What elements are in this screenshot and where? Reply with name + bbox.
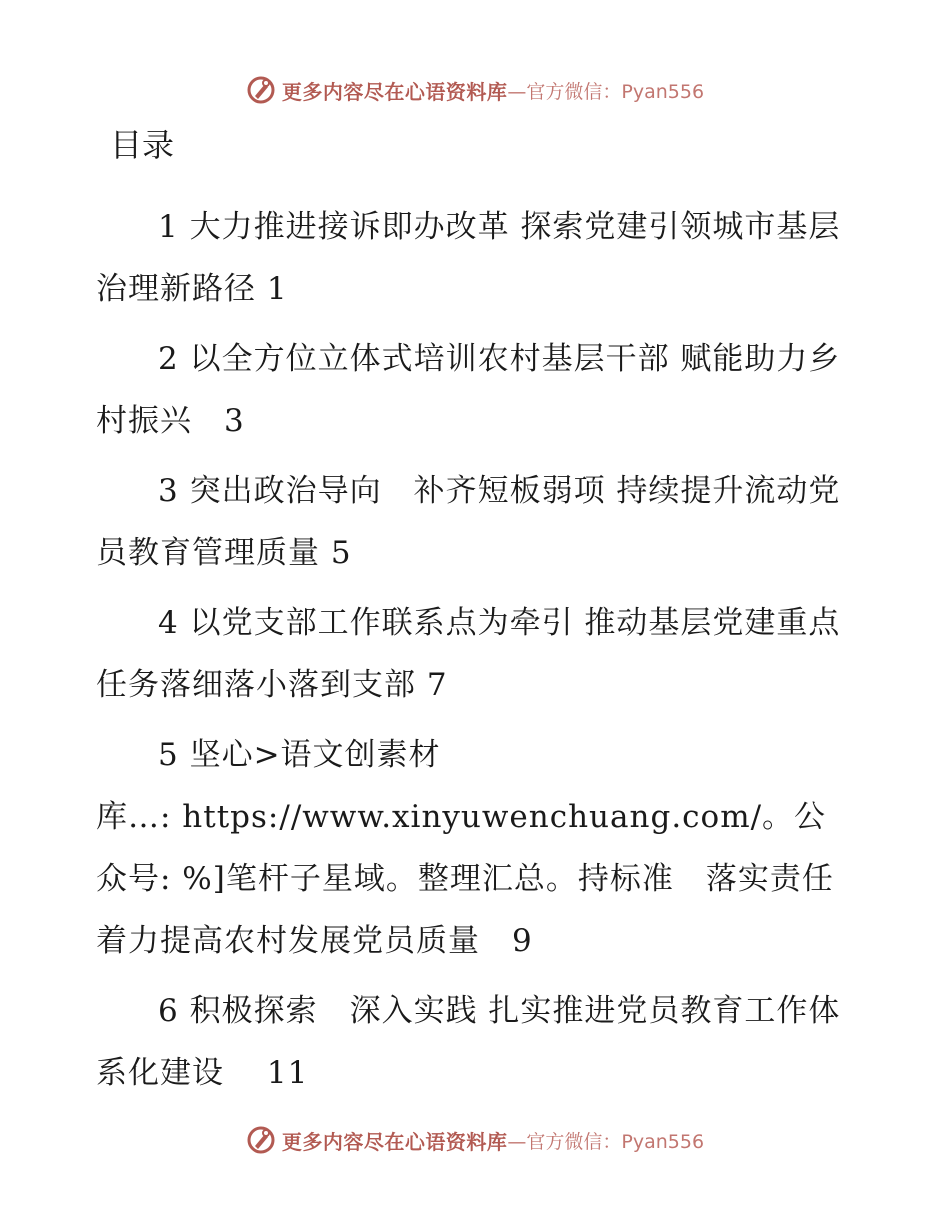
pen-circle-icon xyxy=(246,1125,276,1155)
watermark-banner-bottom xyxy=(0,1120,950,1160)
toc-entry: 2 以全方位立体式培训农村基层干部 赋能助力乡村振兴 3 xyxy=(96,341,841,439)
pen-circle-icon xyxy=(246,75,276,105)
toc-title: 目录 xyxy=(110,126,175,164)
watermark-banner-top xyxy=(0,70,950,110)
watermark-contact-text: —官方微信：Pyan556 xyxy=(507,80,705,103)
watermark-brand-text: 更多内容尽在心语资料库 xyxy=(281,79,508,104)
toc-entry: 5 坚心>语文创素材 xyxy=(158,737,441,773)
watermark-contact-text: —官方微信：Pyan556 xyxy=(507,1130,705,1153)
toc-entry: 库…: https://www.xinyuwenchuang.com/。公众号: %]笔杆子星域。整理汇总。持标准 落实责任 着力提高农村发展党员质量 9 xyxy=(96,799,834,959)
watermark-brand-text: 更多内容尽在心语资料库 xyxy=(281,1129,508,1154)
toc-entry: 1 大力推进接诉即办改革 探索党建引领城市基层治理新路径 1 xyxy=(96,209,841,307)
toc-entry: 6 积极探索 深入实践 扎实推进党员教育工作体系化建设 11 xyxy=(96,993,841,1091)
toc-entry: 3 突出政治导向 补齐短板弱项 持续提升流动党员教育管理质量 5 xyxy=(96,473,841,571)
toc-entry: 4 以党支部工作联系点为牵引 推动基层党建重点任务落细落小落到支部 7 xyxy=(96,605,841,703)
toc-list xyxy=(96,196,856,1112)
